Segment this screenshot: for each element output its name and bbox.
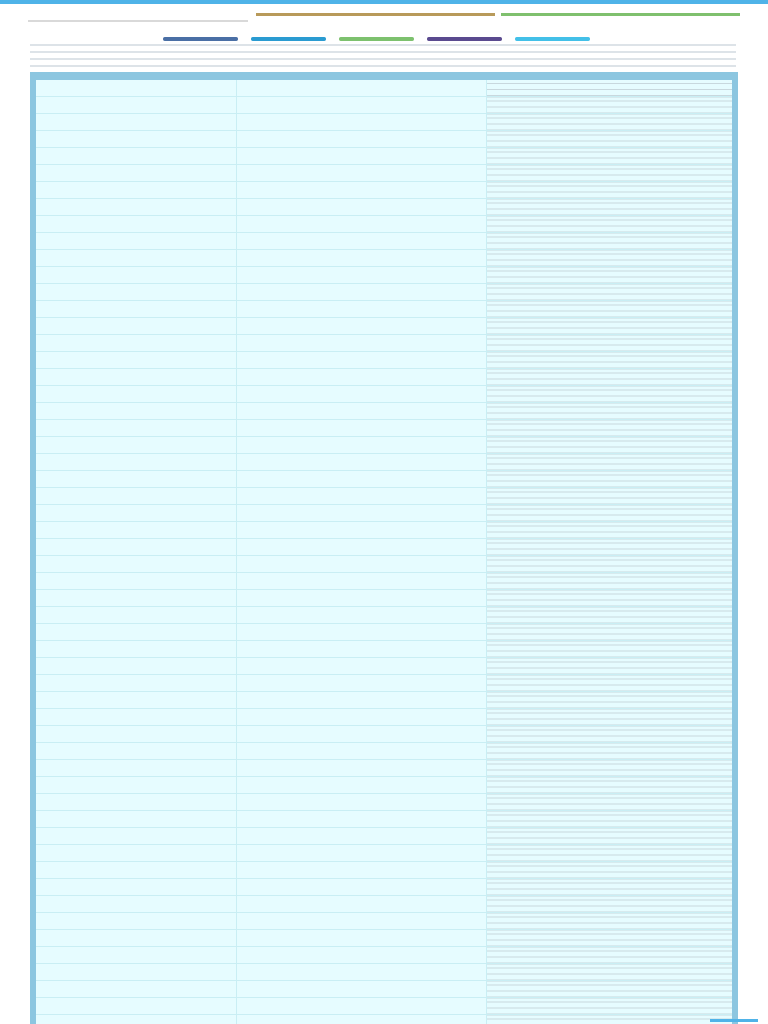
table-row [36,182,732,199]
table-cell [236,250,486,267]
table-cell [36,539,236,556]
table-cell [236,777,486,794]
table-row [36,216,732,233]
table-cell [236,556,486,573]
table-cell [36,573,236,590]
tag-button[interactable] [251,37,326,41]
table-cell [36,403,236,420]
table-cell [486,284,732,301]
table-row [36,947,732,964]
table-cell [36,420,236,437]
table-cell [36,182,236,199]
table-cell [36,811,236,828]
table-cell [486,454,732,471]
table-row [36,862,732,879]
table-row [36,624,732,641]
table-cell [486,947,732,964]
table-cell [36,930,236,947]
table-cell [36,97,236,114]
table-row [36,641,732,658]
table-cell [486,811,732,828]
table-cell [36,624,236,641]
table-cell [236,97,486,114]
table-cell [36,250,236,267]
table-cell [486,828,732,845]
table-cell [236,845,486,862]
table-cell [486,743,732,760]
table-cell [236,114,486,131]
table-cell [486,182,732,199]
table-cell [486,233,732,250]
table-cell [486,250,732,267]
table-cell [36,335,236,352]
table-cell [486,369,732,386]
table-cell [36,981,236,998]
top-accent-bar [0,0,768,4]
table-row [36,777,732,794]
tag-button[interactable] [515,37,590,41]
table-cell [486,97,732,114]
table-row [36,471,732,488]
table-cell [36,828,236,845]
table-cell [236,369,486,386]
table-cell [236,522,486,539]
table-cell [236,539,486,556]
table-row [36,131,732,148]
table-cell [486,80,732,97]
table-cell [486,624,732,641]
intro-text [30,42,736,70]
table-cell [36,794,236,811]
table-cell [36,607,236,624]
table-cell [486,216,732,233]
table-cell [486,267,732,284]
table-row [36,80,732,97]
tag-button[interactable] [163,37,238,41]
table-cell [486,335,732,352]
table-cell [36,743,236,760]
table-cell [36,947,236,964]
table-cell [36,726,236,743]
table-cell [36,131,236,148]
table-cell [236,318,486,335]
table-cell [486,845,732,862]
table-row [36,522,732,539]
table-cell [236,709,486,726]
table-cell [486,522,732,539]
table-cell [486,658,732,675]
table-row [36,539,732,556]
table-cell [36,454,236,471]
table-cell [36,301,236,318]
table-cell [36,879,236,896]
table-cell [36,386,236,403]
table-row [36,505,732,522]
table-cell [36,964,236,981]
table-cell [236,862,486,879]
table-cell [236,913,486,930]
table-row [36,828,732,845]
table-cell [36,1015,236,1024]
table-row [36,420,732,437]
table-cell [236,284,486,301]
table-row [36,760,732,777]
table-cell [36,216,236,233]
table-cell [236,930,486,947]
table-cell [486,556,732,573]
header-link[interactable] [256,13,495,16]
table-cell [486,777,732,794]
table-header-row [36,72,732,80]
table-panel [30,72,738,1024]
table-row [36,335,732,352]
page-header [28,6,740,22]
table-cell [236,726,486,743]
table-cell [486,165,732,182]
table-cell [36,199,236,216]
table-cell [486,692,732,709]
table-cell [36,437,236,454]
table-cell [486,981,732,998]
table-cell [236,165,486,182]
table-cell [236,454,486,471]
table-cell [486,726,732,743]
table-cell [486,301,732,318]
table-cell [36,998,236,1015]
table-row [36,369,732,386]
table-cell [236,964,486,981]
table-row [36,607,732,624]
table-cell [36,641,236,658]
table-row [36,743,732,760]
table-cell [486,437,732,454]
table-cell [36,590,236,607]
table-row [36,658,732,675]
table-row [36,148,732,165]
table-row [36,998,732,1015]
table-cell [36,318,236,335]
table-cell [236,743,486,760]
table-cell [236,998,486,1015]
table-row [36,845,732,862]
table-row [36,114,732,131]
table-cell [36,658,236,675]
table-cell [486,1015,732,1024]
table-row [36,590,732,607]
table-cell [236,437,486,454]
tag-button[interactable] [427,37,502,41]
table-row [36,284,732,301]
table-cell [36,709,236,726]
table-cell [36,692,236,709]
table-cell [36,777,236,794]
table-cell [486,675,732,692]
table-cell [236,80,486,97]
table-cell [236,505,486,522]
table-cell [236,794,486,811]
table-cell [486,590,732,607]
table-cell [236,182,486,199]
table-cell [236,607,486,624]
table-cell [236,1015,486,1024]
table-cell [486,862,732,879]
table-row [36,318,732,335]
table-row [36,97,732,114]
table-cell [36,675,236,692]
table-cell [236,828,486,845]
tag-button[interactable] [339,37,414,41]
table-cell [236,335,486,352]
table-cell [36,913,236,930]
table-cell [486,488,732,505]
table-cell [486,879,732,896]
table-row [36,692,732,709]
table-cell [486,998,732,1015]
table-cell [236,675,486,692]
table-cell [36,352,236,369]
table-cell [236,641,486,658]
table-cell [486,352,732,369]
table-cell [236,216,486,233]
table-row [36,896,732,913]
table-row [36,709,732,726]
table-cell [236,352,486,369]
table-row [36,811,732,828]
table-cell [236,420,486,437]
table-cell [236,386,486,403]
table-cell [486,403,732,420]
table-cell [486,930,732,947]
table-cell [486,641,732,658]
table-cell [236,624,486,641]
table-row [36,913,732,930]
tag-filter-row [163,37,590,41]
table-cell [36,896,236,913]
table-cell [36,233,236,250]
table-row [36,454,732,471]
corner-button[interactable] [710,1019,758,1022]
table-cell [236,981,486,998]
table-cell [36,488,236,505]
table-cell [236,947,486,964]
table-cell [486,148,732,165]
table-cell [486,794,732,811]
table-cell [236,148,486,165]
table-cell [486,913,732,930]
table-cell [236,896,486,913]
table-cell [36,148,236,165]
table-cell [236,760,486,777]
table-cell [36,471,236,488]
table-body [36,80,732,1024]
table-cell [236,573,486,590]
column-header[interactable] [486,72,732,80]
table-cell [36,267,236,284]
table-cell [36,760,236,777]
table-row [36,165,732,182]
table-cell [236,301,486,318]
table-row [36,1015,732,1024]
table-row [36,267,732,284]
table-row [36,794,732,811]
table-cell [236,199,486,216]
table-cell [236,811,486,828]
table-row [36,403,732,420]
table-cell [486,760,732,777]
table-cell [236,471,486,488]
table-row [36,930,732,947]
table-cell [36,114,236,131]
table-row [36,675,732,692]
table-row [36,879,732,896]
table-row [36,556,732,573]
page-title [28,6,248,22]
table-cell [486,420,732,437]
table-cell [486,114,732,131]
table-cell [486,539,732,556]
table-cell [486,199,732,216]
table-cell [36,284,236,301]
table-cell [36,845,236,862]
table-cell [486,318,732,335]
table-cell [36,556,236,573]
table-cell [486,505,732,522]
table-cell [486,896,732,913]
table-cell [486,709,732,726]
table-cell [236,879,486,896]
table-cell [486,471,732,488]
table-row [36,726,732,743]
table-cell [236,658,486,675]
header-links [256,13,740,16]
table-cell [486,386,732,403]
table-cell [36,80,236,97]
table-cell [486,607,732,624]
table-cell [486,573,732,590]
table-row [36,301,732,318]
data-table [36,72,732,1024]
table-cell [236,267,486,284]
table-cell [36,862,236,879]
table-cell [236,131,486,148]
table-cell [36,369,236,386]
table-cell [236,488,486,505]
table-row [36,488,732,505]
table-cell [36,505,236,522]
table-cell [236,403,486,420]
column-header[interactable] [236,72,486,80]
table-cell [486,131,732,148]
table-row [36,199,732,216]
table-cell [486,964,732,981]
table-cell [36,522,236,539]
table-row [36,250,732,267]
header-link[interactable] [501,13,740,16]
table-cell [236,692,486,709]
table-row [36,964,732,981]
table-row [36,437,732,454]
table-row [36,352,732,369]
table-row [36,386,732,403]
table-cell [236,233,486,250]
column-header[interactable] [36,72,236,80]
table-row [36,573,732,590]
table-row [36,233,732,250]
table-cell [36,165,236,182]
table-cell [236,590,486,607]
table-row [36,981,732,998]
